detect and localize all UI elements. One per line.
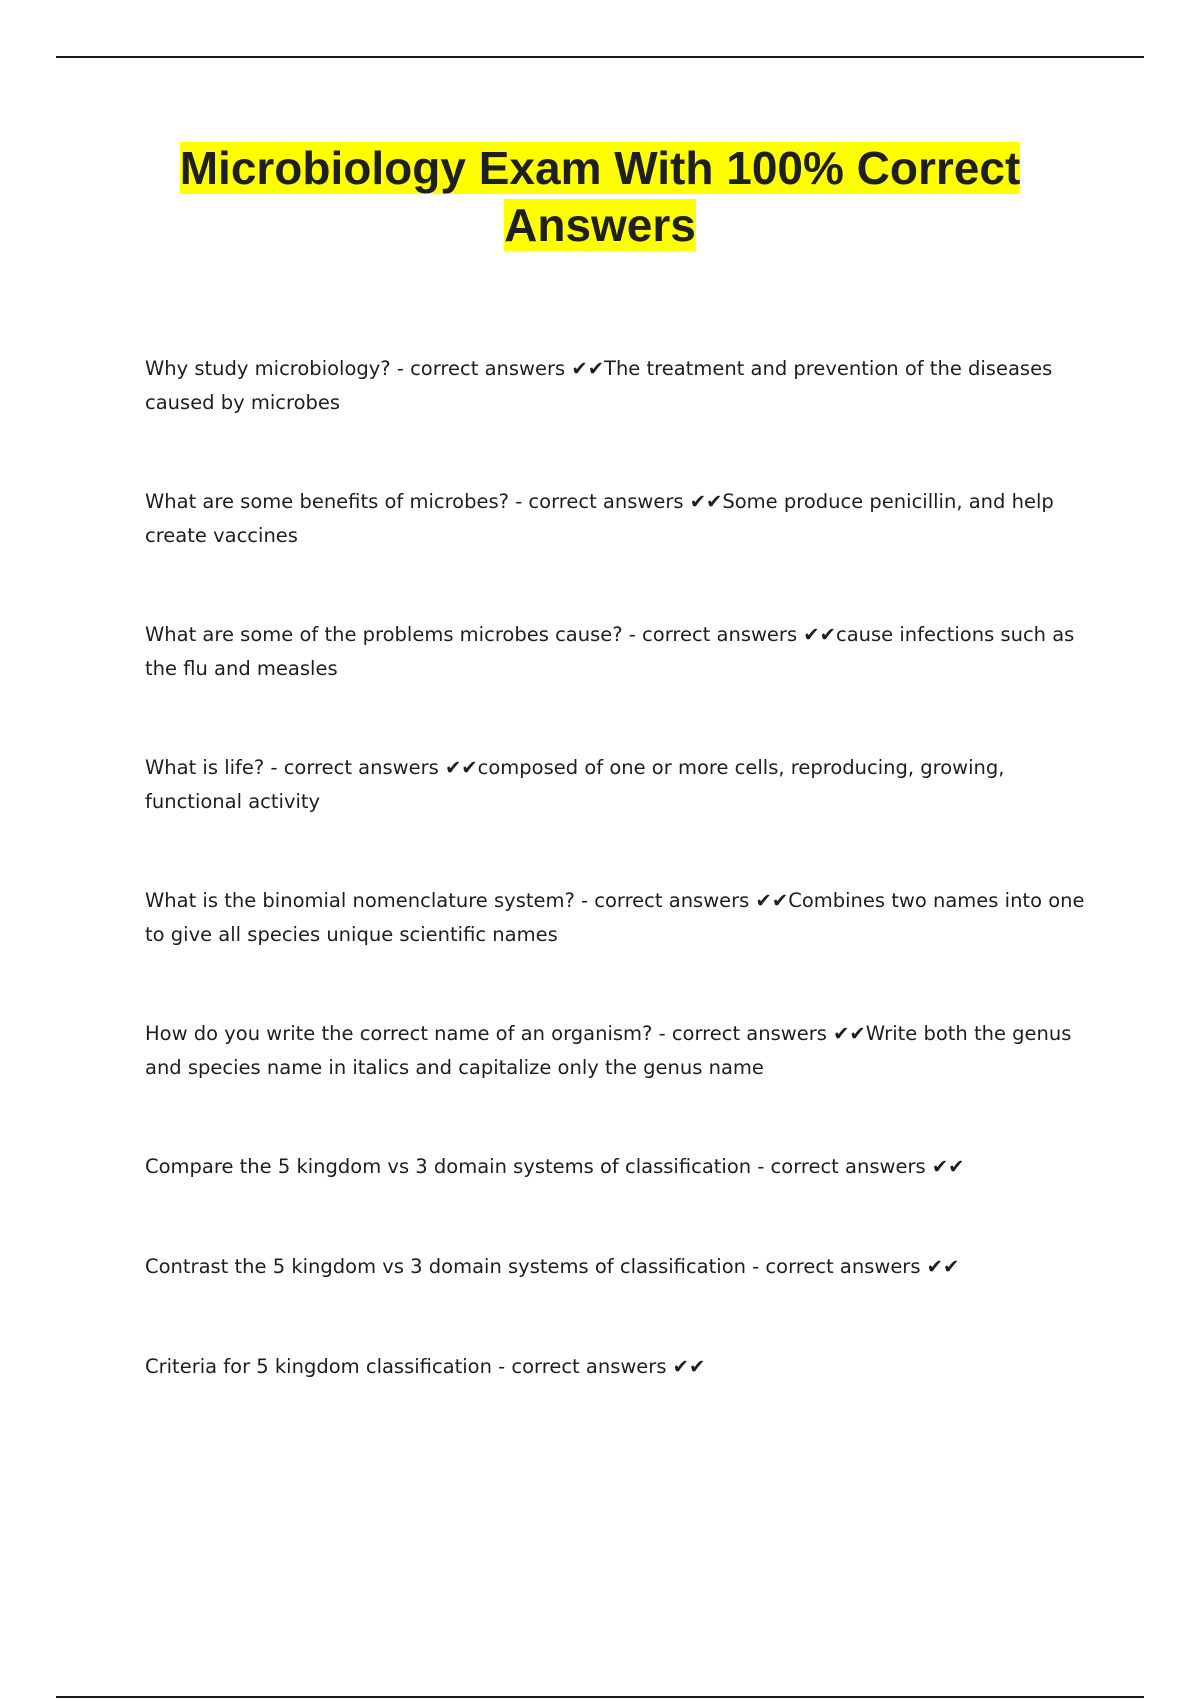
qa-item: What is life? - correct answers ✔✔composed of one or more cells, reproducing, growing, functional activity (145, 756, 1005, 813)
footer-rule (56, 1696, 1144, 1698)
qa-item: How do you write the correct name of an organism? - correct answers ✔✔Write both the genus and species name in italics and capitalize only the genus name (145, 1022, 1072, 1079)
qa-item: What are some benefits of microbes? - correct answers ✔✔Some produce penicillin, and help create vaccines (145, 490, 1054, 547)
qa-item: Why study microbiology? - correct answers ✔✔The treatment and prevention of the diseases caused by microbes (145, 357, 1053, 414)
title-block (100, 140, 1100, 254)
qa-item: Compare the 5 kingdom vs 3 domain systems of classification - correct answers ✔✔ (145, 1155, 965, 1178)
qa-item: Criteria for 5 kingdom classification - correct answers ✔✔ (145, 1355, 706, 1378)
qa-item: What is the binomial nomenclature system? - correct answers ✔✔Combines two names into one to give all species unique scientific names (145, 889, 1085, 946)
document-title: Microbiology Exam With 100% Correct Answers (179, 142, 1021, 251)
qa-item: What are some of the problems microbes cause? - correct answers ✔✔cause infections such as the flu and measles (145, 623, 1075, 680)
header-rule (56, 56, 1144, 58)
qa-item: Contrast the 5 kingdom vs 3 domain systems of classification - correct answers ✔✔ (145, 1255, 960, 1278)
question-answer-list (145, 352, 1095, 1450)
